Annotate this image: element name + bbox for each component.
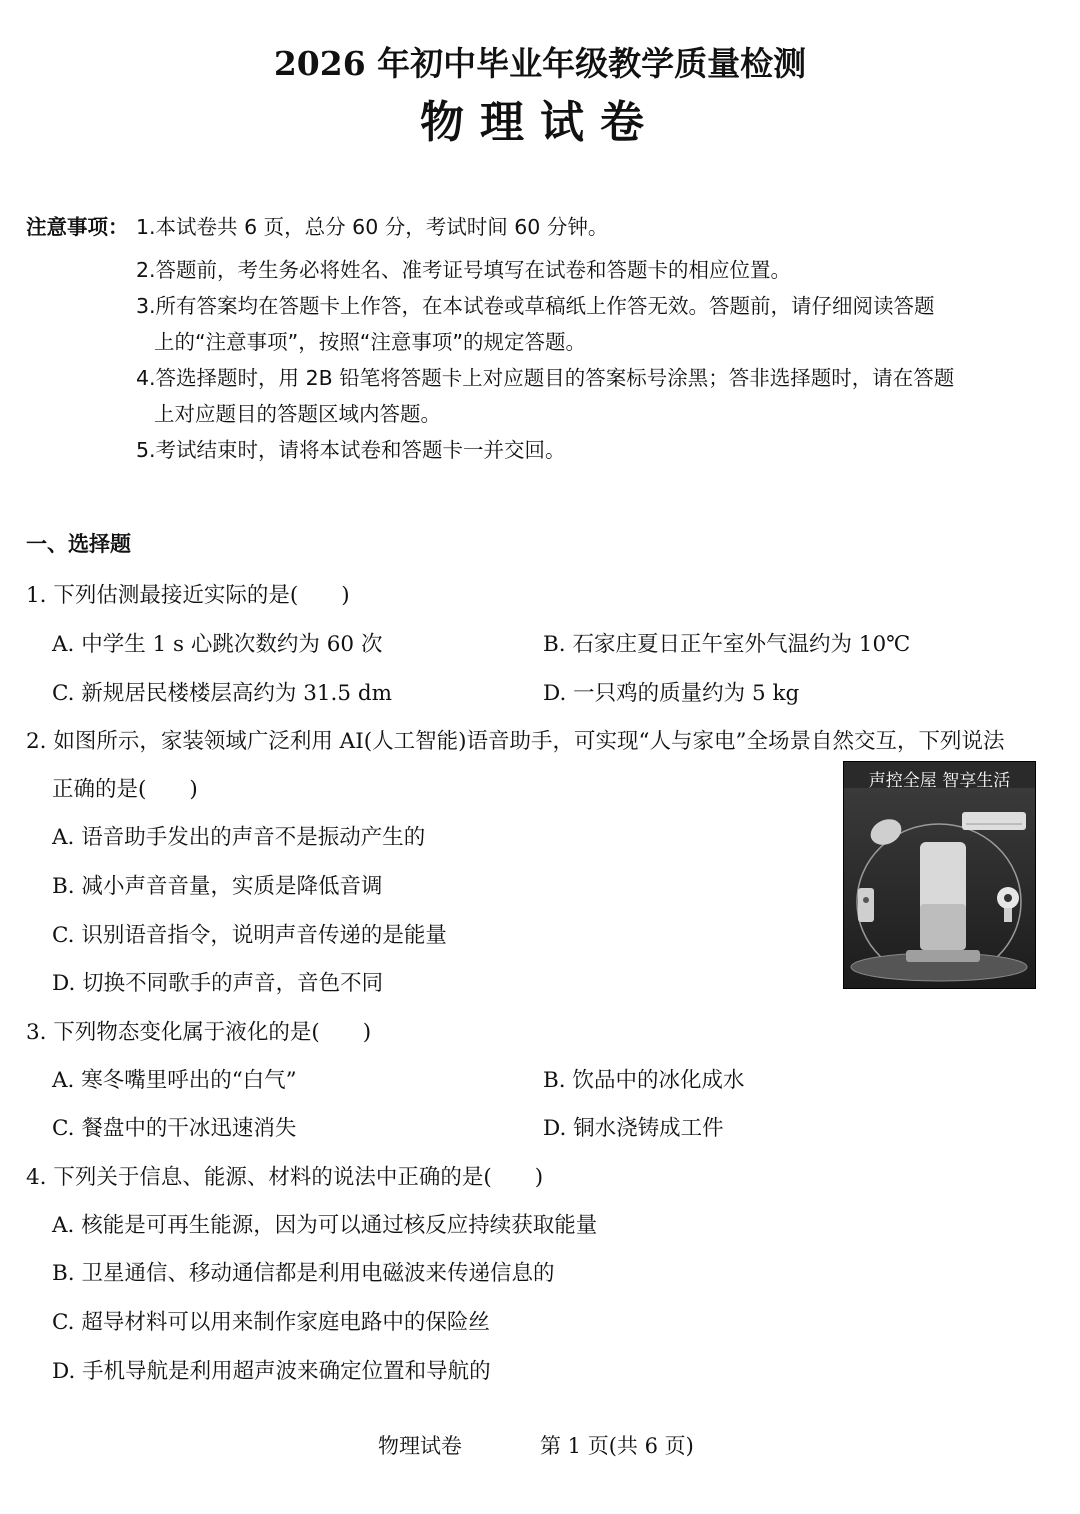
notice-item: 5.考试结束时，请将本试卷和答题卡一并交回。	[136, 438, 566, 462]
smart-home-illustration	[844, 762, 1035, 988]
question-option: A. 寒冬嘴里呼出的“白气”	[52, 1068, 297, 1093]
notice-item: 1.本试卷共 6 页，总分 60 分，考试时间 60 分钟。	[136, 215, 609, 239]
question-option: A. 语音助手发出的声音不是振动产生的	[52, 825, 426, 850]
section-title: 一、选择题	[26, 532, 131, 556]
question-option: D. 手机导航是利用超声波来确定位置和导航的	[52, 1359, 491, 1384]
notice-label: 注意事项：	[26, 215, 129, 239]
question-option: A. 中学生 1 s 心跳次数约为 60 次	[52, 632, 383, 657]
question-option: B. 减小声音音量，实质是降低音调	[52, 874, 383, 899]
question-stem: 3. 下列物态变化属于液化的是( )	[26, 1020, 372, 1045]
question-option: C. 识别语音指令，说明声音传递的是能量	[52, 923, 447, 948]
exam-title: 2026 年初中毕业年级教学质量检测	[273, 44, 807, 83]
smart-speaker-figure	[843, 761, 1036, 989]
question-option: D. 铜水浇铸成工件	[543, 1116, 724, 1141]
notice-item: 3.所有答案均在答题卡上作答，在本试卷或草稿纸上作答无效。答题前，请仔细阅读答题	[136, 294, 935, 318]
footer-page-number: 第 1 页(共 6 页)	[540, 1434, 694, 1458]
notice-item: 2.答题前，考生务必将姓名、准考证号填写在试卷和答题卡的相应位置。	[136, 258, 792, 282]
question-option: D. 一只鸡的质量约为 5 kg	[543, 681, 800, 706]
question-stem: 1. 下列估测最接近实际的是( )	[26, 583, 350, 608]
question-option: C. 新规居民楼楼层高约为 31.5 dm	[52, 681, 393, 706]
question-option: B. 饮品中的冰化成水	[543, 1068, 745, 1093]
notice-item: 4.答选择题时，用 2B 铅笔将答题卡上对应题目的答案标号涂黑；答非选择题时，请在答题	[136, 366, 955, 390]
footer-subject: 物理试卷	[378, 1434, 462, 1458]
question-option: B. 卫星通信、移动通信都是利用电磁波来传递信息的	[52, 1261, 555, 1286]
question-option: B. 石家庄夏日正午室外气温约为 10℃	[543, 632, 911, 657]
question-stem: 4. 下列关于信息、能源、材料的说法中正确的是( )	[26, 1165, 544, 1190]
question-option: A. 核能是可再生能源，因为可以通过核反应持续获取能量	[52, 1213, 598, 1238]
question-option: C. 超导材料可以用来制作家庭电路中的保险丝	[52, 1310, 490, 1335]
exam-subject-title: 物理试卷	[420, 97, 660, 148]
notice-item: 上的“注意事项”，按照“注意事项”的规定答题。	[154, 330, 586, 354]
figure-caption: 声控全屋 智享生活	[868, 771, 1011, 791]
question-stem: 2. 如图所示，家装领域广泛利用 AI(人工智能)语音助手，可实现“人与家电”全场景自然交互，下列说法	[26, 729, 1005, 754]
notice-item: 上对应题目的答题区域内答题。	[154, 402, 441, 426]
question-option: D. 切换不同歌手的声音，音色不同	[52, 971, 384, 996]
question-stem-continued: 正确的是( )	[52, 777, 198, 802]
question-option: C. 餐盘中的干冰迅速消失	[52, 1116, 297, 1141]
